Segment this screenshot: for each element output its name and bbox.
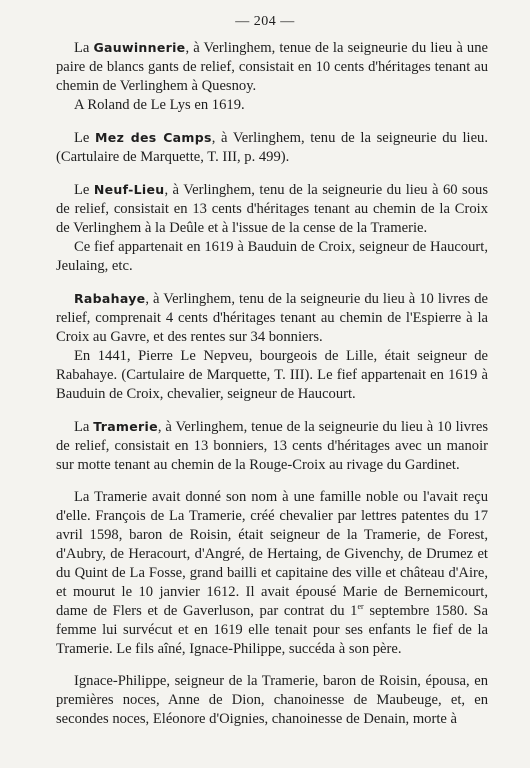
entry-name-neuf-lieu: Neuf-Lieu (93, 182, 165, 197)
entry-gauwinnerie-note: A Roland de Le Lys en 1619. (74, 97, 245, 113)
entry-neuf-lieu-paragraph: Le Neuf-Lieu, à Verlinghem, tenu de la seigneurie du lieu à 60 sous de relief, consistait en 13 cents d'héritages tenant au chemin de la Croix de Verlinghem à la Deûle et à l'issue de la cense de la Tramerie. (56, 182, 488, 236)
entry-tramerie-history: La Tramerie avait donné son nom à une famille noble ou l'avait reçu d'elle. François de La Tramerie, créé chevalier par lettres patentes du 17 avril 1598, baron de Roisin, était seigneur de la Tramerie, de Forest, d'Aubry, de Heracourt, d'Angré, de Hertaing, de Givenchy, de Drumez et du Quint de La Fosse, grand bailli et capitaine des ville et château d'Aire, et mourut le 10 janvier 1612. Il avait épousé Marie de Bernemicourt, dame de Flers et de Gaverluson, par contrat du 1er septembre 1580. Sa femme lui survécut et en 1619 elle tenait pour ses enfants le fief de la Tramerie. Le fils aîné, Ignace-Philippe, succéda à son père. (56, 489, 488, 657)
entry-neuf-lieu-note: Ce fief appartenait en 1619 à Bauduin de Croix, seigneur de Haucourt, Jeulaing, etc. (56, 239, 488, 274)
entry-name-tramerie: Tramerie (93, 419, 158, 434)
page-number: — 204 — (235, 14, 295, 29)
entry-gauwinnerie-paragraph: La Gauwinnerie, à Verlinghem, tenue de la seigneurie du lieu à une paire de blancs gants de relief, consistait en 10 cents d'héritages tenant au chemin de Verlinghem à Quesnoy. (56, 40, 488, 94)
entry-mez-des-camps-paragraph: Le Mez des Camps, à Verlinghem, tenu de la seigneurie du lieu. (Cartulaire de Marquette, T. III, p. 499). (56, 130, 488, 165)
entry-rabahaye-paragraph: Rabahaye, à Verlinghem, tenu de la seigneurie du lieu à 10 livres de relief, comprenait 4 cents d'héritages tenant au chemin de l'Espierre à la Croix au Gavre, et des rentes sur 34 bonniers. (56, 291, 488, 345)
page-body (56, 38, 488, 729)
entry-rabahaye-note: En 1441, Pierre Le Nepveu, bourgeois de Lille, était seigneur de Rabahaye. (Cartulaire de Marquette, T. III). Le fief appartenait en 1619 à Bauduin de Croix, chevalier, seigneur de Haucourt. (56, 348, 488, 402)
entry-name-rabahaye: Rabahaye (74, 291, 146, 306)
entry-name-gauwinnerie: Gauwinnerie (93, 40, 186, 55)
entry-name-mez-des-camps: Mez des Camps (95, 130, 212, 145)
entry-tramerie-paragraph: La Tramerie, à Verlinghem, tenue de la seigneurie du lieu à 10 livres de relief, consistait en 13 bonniers, 13 cents d'héritages avec un manoir sur motte tenant au chemin de la Rouge-Croix au rivage du Gardinet. (56, 419, 488, 473)
entry-tramerie-continuation: Ignace-Philippe, seigneur de la Tramerie, baron de Roisin, épousa, en premières noces, Anne de Dion, chanoinesse de Maubeuge, et, en secondes noces, Eléonore d'Oignies, chanoinesse de Denain, morte à (56, 673, 488, 727)
